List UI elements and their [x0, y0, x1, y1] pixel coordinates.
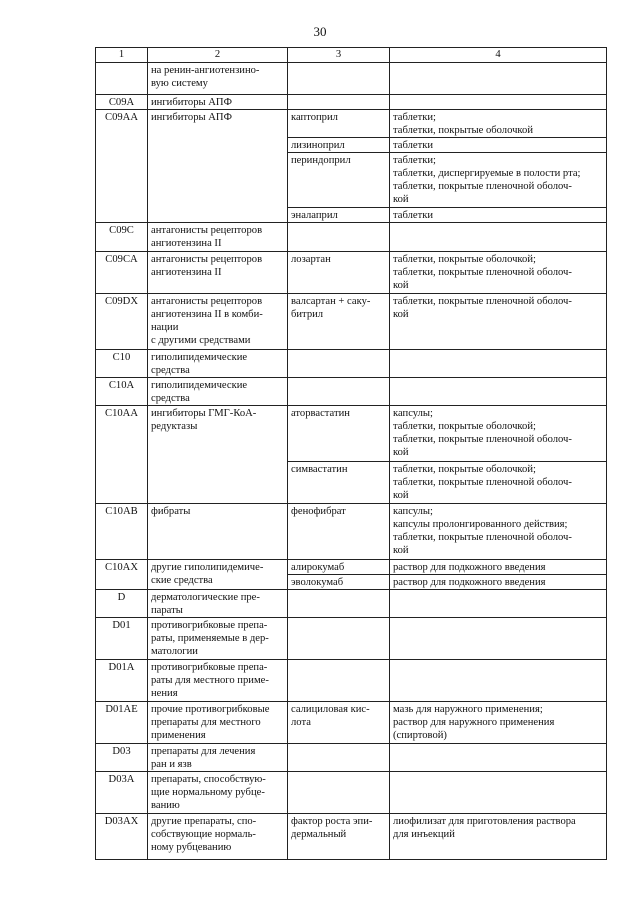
table-row — [96, 702, 607, 744]
drug-name-cell: эналаприл — [288, 208, 390, 223]
dosage-form-cell — [390, 744, 607, 772]
drug-name-cell: аторвастатин — [288, 406, 390, 462]
table-row — [96, 618, 607, 660]
table-row — [96, 110, 607, 138]
dosage-form-cell: таблетки — [390, 208, 607, 223]
group-name-cell: ингибиторы АПФ — [148, 110, 288, 223]
atc-code-cell: C10 — [96, 350, 148, 378]
group-name-cell: гиполипидемические средства — [148, 350, 288, 378]
group-name-cell: фибраты — [148, 504, 288, 560]
drug-name-cell — [288, 618, 390, 660]
table-row — [96, 350, 607, 378]
drug-name-cell: эволокумаб — [288, 575, 390, 590]
column-header-1: 1 — [96, 48, 148, 63]
group-name-cell: гиполипидемические средства — [148, 378, 288, 406]
table-row — [96, 406, 607, 462]
atc-code-cell: D03 — [96, 744, 148, 772]
table-row — [96, 95, 607, 110]
dosage-form-cell — [390, 590, 607, 618]
atc-code-cell: C09AA — [96, 110, 148, 223]
dosage-form-cell: таблетки, покрытые пленочной оболоч- кой — [390, 294, 607, 350]
atc-code-cell: C09DX — [96, 294, 148, 350]
group-name-cell: дерматологические пре- параты — [148, 590, 288, 618]
dosage-form-cell: раствор для подкожного введения — [390, 575, 607, 590]
dosage-form-cell: лиофилизат для приготовления раствора для инъекций — [390, 814, 607, 860]
table-row — [96, 63, 607, 95]
group-name-cell: на ренин-ангиотензино- вую систему — [148, 63, 288, 95]
drug-name-cell: лизиноприл — [288, 138, 390, 153]
medication-table — [95, 47, 607, 860]
dosage-form-cell — [390, 350, 607, 378]
atc-code-cell: C10AA — [96, 406, 148, 504]
drug-name-cell — [288, 660, 390, 702]
header-row — [96, 48, 607, 63]
drug-name-cell: алирокумаб — [288, 560, 390, 575]
column-header-3: 3 — [288, 48, 390, 63]
dosage-form-cell — [390, 378, 607, 406]
atc-code-cell: C09CA — [96, 252, 148, 294]
dosage-form-cell: таблетки, покрытые оболочкой; таблетки, покрытые пленочной оболоч- кой — [390, 252, 607, 294]
atc-code-cell: C09A — [96, 95, 148, 110]
atc-code-cell: C10AB — [96, 504, 148, 560]
table-row — [96, 294, 607, 350]
dosage-form-cell — [390, 95, 607, 110]
drug-name-cell — [288, 744, 390, 772]
atc-code-cell: D01 — [96, 618, 148, 660]
dosage-form-cell: таблетки, покрытые оболочкой; таблетки, покрытые пленочной оболоч- кой — [390, 462, 607, 504]
group-name-cell: препараты для лечения ран и язв — [148, 744, 288, 772]
group-name-cell: антагонисты рецепторов ангиотензина II — [148, 252, 288, 294]
group-name-cell: антагонисты рецепторов ангиотензина II — [148, 223, 288, 252]
drug-name-cell: лозартан — [288, 252, 390, 294]
dosage-form-cell — [390, 660, 607, 702]
drug-name-cell — [288, 350, 390, 378]
group-name-cell: противогрибковые препа- раты для местного приме- нения — [148, 660, 288, 702]
drug-name-cell — [288, 772, 390, 814]
drug-name-cell: симвастатин — [288, 462, 390, 504]
atc-code-cell: D01A — [96, 660, 148, 702]
dosage-form-cell: таблетки; таблетки, диспергируемые в полости рта; таблетки, покрытые пленочной оболоч- кой — [390, 153, 607, 208]
dosage-form-cell — [390, 618, 607, 660]
drug-name-cell: салициловая кис- лота — [288, 702, 390, 744]
drug-name-cell — [288, 378, 390, 406]
drug-name-cell — [288, 95, 390, 110]
dosage-form-cell: капсулы; таблетки, покрытые оболочкой; таблетки, покрытые пленочной оболоч- кой — [390, 406, 607, 462]
table-row — [96, 590, 607, 618]
table-row — [96, 560, 607, 575]
drug-name-cell — [288, 63, 390, 95]
column-header-4: 4 — [390, 48, 607, 63]
drug-name-cell: фактор роста эпи- дермальный — [288, 814, 390, 860]
drug-name-cell — [288, 223, 390, 252]
atc-code-cell: D — [96, 590, 148, 618]
dosage-form-cell — [390, 772, 607, 814]
drug-name-cell: каптоприл — [288, 110, 390, 138]
dosage-form-cell: мазь для наружного применения; раствор для наружного применения (спиртовой) — [390, 702, 607, 744]
atc-code-cell: C10AX — [96, 560, 148, 590]
atc-code-cell: D03AX — [96, 814, 148, 860]
drug-name-cell: валсартан + саку- битрил — [288, 294, 390, 350]
table-row — [96, 772, 607, 814]
atc-code-cell: C09C — [96, 223, 148, 252]
table-row — [96, 504, 607, 560]
drug-name-cell: фенофибрат — [288, 504, 390, 560]
group-name-cell: ингибиторы ГМГ-КоА- редуктазы — [148, 406, 288, 504]
table-row — [96, 378, 607, 406]
group-name-cell: другие препараты, спо- собствующие нормаль- ному рубцеванию — [148, 814, 288, 860]
table-row — [96, 252, 607, 294]
atc-code-cell: C10A — [96, 378, 148, 406]
drug-name-cell: периндоприл — [288, 153, 390, 208]
atc-code-cell: D03A — [96, 772, 148, 814]
table-row — [96, 223, 607, 252]
table-row — [96, 660, 607, 702]
dosage-form-cell: раствор для подкожного введения — [390, 560, 607, 575]
atc-code-cell — [96, 63, 148, 95]
group-name-cell: антагонисты рецепторов ангиотензина II в комби- нации с другими средствами — [148, 294, 288, 350]
table-row — [96, 814, 607, 860]
dosage-form-cell: капсулы; капсулы пролонгированного действия; таблетки, покрытые пленочной оболоч- кой — [390, 504, 607, 560]
group-name-cell: прочие противогрибковые препараты для местного применения — [148, 702, 288, 744]
page-number: 30 — [313, 24, 327, 39]
group-name-cell: другие гиполипидемиче- ские средства — [148, 560, 288, 590]
group-name-cell: препараты, способствую- щие нормальному рубце- ванию — [148, 772, 288, 814]
column-header-2: 2 — [148, 48, 288, 63]
table-body — [96, 63, 607, 860]
group-name-cell: противогрибковые препа- раты, применяемые в дер- матологии — [148, 618, 288, 660]
group-name-cell: ингибиторы АПФ — [148, 95, 288, 110]
dosage-form-cell — [390, 63, 607, 95]
drug-name-cell — [288, 590, 390, 618]
dosage-form-cell — [390, 223, 607, 252]
dosage-form-cell: таблетки — [390, 138, 607, 153]
atc-code-cell: D01AE — [96, 702, 148, 744]
dosage-form-cell: таблетки; таблетки, покрытые оболочкой — [390, 110, 607, 138]
table-row — [96, 744, 607, 772]
